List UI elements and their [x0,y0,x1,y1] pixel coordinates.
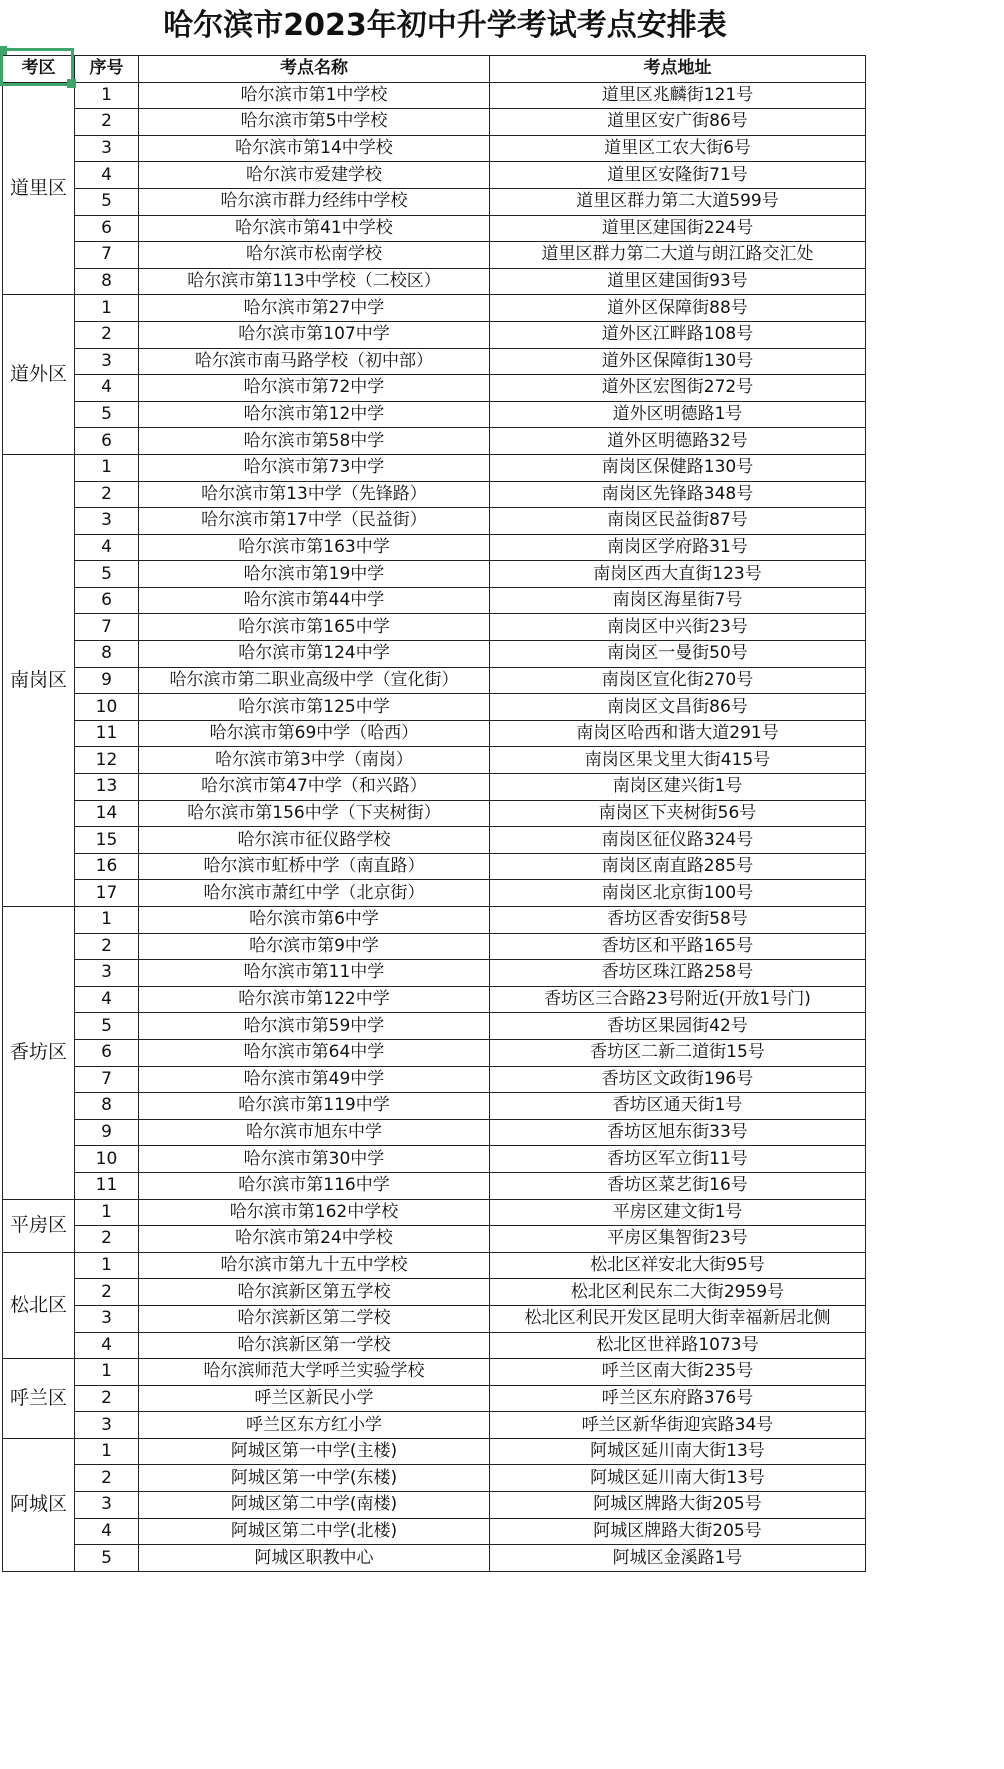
row-number-cell[interactable]: 7 [75,614,139,641]
site-name-cell[interactable]: 哈尔滨市第69中学（哈西） [139,720,490,747]
table-row [3,1172,866,1199]
site-address-cell[interactable]: 南岗区学府路31号 [490,534,866,561]
site-name-cell[interactable]: 哈尔滨市第72中学 [139,375,490,402]
site-name-cell[interactable]: 哈尔滨市第1中学校 [139,82,490,109]
site-name-cell[interactable]: 哈尔滨市第二职业高级中学（宣化街） [139,667,490,694]
table-row [3,1039,866,1066]
site-address-cell[interactable]: 香坊区香安街58号 [490,907,866,934]
table-row [3,1332,866,1359]
row-number-cell[interactable]: 3 [75,508,139,535]
row-number-cell[interactable]: 1 [75,907,139,934]
row-number-cell[interactable]: 6 [75,1039,139,1066]
site-address-cell[interactable]: 南岗区果戈里大街415号 [490,747,866,774]
row-number-cell[interactable]: 9 [75,1119,139,1146]
row-number-cell[interactable]: 5 [75,188,139,215]
row-number-cell[interactable]: 1 [75,82,139,109]
table-row [3,242,866,269]
table-row [3,508,866,535]
site-address-cell[interactable]: 阿城区牌路大街205号 [490,1518,866,1545]
table-row [3,1545,866,1572]
table-row [3,534,866,561]
row-number-cell[interactable]: 6 [75,428,139,455]
header-row [3,56,866,83]
table-row [3,1359,866,1386]
table-row [3,375,866,402]
site-name-cell[interactable]: 哈尔滨市第11中学 [139,960,490,987]
row-number-cell[interactable]: 11 [75,1172,139,1199]
site-address-cell[interactable]: 呼兰区东府路376号 [490,1385,866,1412]
header-name: 考点名称 [139,56,490,83]
table-row [3,82,866,109]
site-address-cell[interactable]: 香坊区旭东街33号 [490,1119,866,1146]
table-row [3,109,866,136]
row-number-cell[interactable]: 5 [75,561,139,588]
header-address: 考点地址 [490,56,866,83]
table-row [3,481,866,508]
site-name-cell[interactable]: 呼兰区东方红小学 [139,1412,490,1439]
row-number-cell[interactable]: 12 [75,747,139,774]
table-row [3,1412,866,1439]
site-name-cell[interactable]: 哈尔滨市第41中学校 [139,215,490,242]
row-number-cell[interactable]: 2 [75,1226,139,1253]
table-row [3,667,866,694]
site-address-cell[interactable]: 松北区利民开发区昆明大街幸福新居北侧 [490,1305,866,1332]
row-number-cell[interactable]: 15 [75,827,139,854]
site-address-cell[interactable]: 南岗区南直路285号 [490,853,866,880]
row-number-cell[interactable]: 1 [75,295,139,322]
table-row [3,933,866,960]
site-address-cell[interactable]: 呼兰区新华街迎宾路34号 [490,1412,866,1439]
table-row [3,880,866,907]
site-name-cell[interactable]: 哈尔滨市第24中学校 [139,1226,490,1253]
site-name-cell[interactable]: 哈尔滨市第107中学 [139,321,490,348]
row-number-cell[interactable]: 3 [75,1305,139,1332]
site-address-cell[interactable]: 南岗区中兴街23号 [490,614,866,641]
table-row [3,162,866,189]
site-name-cell[interactable]: 哈尔滨市第162中学校 [139,1199,490,1226]
district-cell[interactable]: 呼兰区 [3,1359,75,1439]
site-address-cell[interactable]: 阿城区延川南大街13号 [490,1465,866,1492]
exam-site-table [2,55,866,1572]
site-address-cell[interactable]: 南岗区征仪路324号 [490,827,866,854]
table-row [3,1066,866,1093]
site-name-cell[interactable]: 哈尔滨市南马路学校（初中部） [139,348,490,375]
site-address-cell[interactable]: 南岗区民益街87号 [490,508,866,535]
site-address-cell[interactable]: 香坊区菜艺街16号 [490,1172,866,1199]
district-cell[interactable]: 平房区 [3,1199,75,1252]
row-number-cell[interactable]: 8 [75,1093,139,1120]
table-row [3,853,866,880]
site-name-cell[interactable]: 哈尔滨市第165中学 [139,614,490,641]
site-name-cell[interactable]: 哈尔滨市第119中学 [139,1093,490,1120]
site-address-cell[interactable]: 道外区江畔路108号 [490,321,866,348]
table-row [3,1279,866,1306]
district-cell[interactable]: 香坊区 [3,907,75,1200]
site-address-cell[interactable]: 香坊区三合路23号附近(开放1号门) [490,986,866,1013]
site-name-cell[interactable]: 哈尔滨市第12中学 [139,401,490,428]
table-row [3,561,866,588]
site-name-cell[interactable]: 哈尔滨市第13中学（先锋路） [139,481,490,508]
row-number-cell[interactable]: 4 [75,1332,139,1359]
page-title: 哈尔滨市2023年初中升学考试考点安排表 [163,8,727,43]
site-name-cell[interactable]: 哈尔滨市第27中学 [139,295,490,322]
site-name-cell[interactable]: 哈尔滨市第5中学校 [139,109,490,136]
site-name-cell[interactable]: 哈尔滨市第58中学 [139,428,490,455]
site-name-cell[interactable]: 哈尔滨市第113中学校（二校区） [139,268,490,295]
site-address-cell[interactable]: 南岗区海星街7号 [490,587,866,614]
row-number-cell[interactable]: 10 [75,1146,139,1173]
row-number-cell[interactable]: 7 [75,242,139,269]
row-number-cell[interactable]: 2 [75,109,139,136]
row-number-cell[interactable]: 5 [75,1545,139,1572]
site-address-cell[interactable]: 南岗区宣化街270号 [490,667,866,694]
row-number-cell[interactable]: 3 [75,348,139,375]
row-number-cell[interactable]: 6 [75,215,139,242]
row-number-cell[interactable]: 8 [75,268,139,295]
row-number-cell[interactable]: 1 [75,1438,139,1465]
site-address-cell[interactable]: 南岗区文昌街86号 [490,694,866,721]
site-address-cell[interactable]: 道里区建国街224号 [490,215,866,242]
site-name-cell[interactable]: 哈尔滨市第125中学 [139,694,490,721]
table-row [3,1119,866,1146]
row-number-cell[interactable]: 4 [75,162,139,189]
site-address-cell[interactable]: 道里区兆麟街121号 [490,82,866,109]
table-row [3,1518,866,1545]
district-cell[interactable]: 松北区 [3,1252,75,1358]
site-address-cell[interactable]: 香坊区珠江路258号 [490,960,866,987]
site-name-cell[interactable]: 哈尔滨市第44中学 [139,587,490,614]
row-number-cell[interactable]: 2 [75,481,139,508]
row-number-cell[interactable]: 4 [75,1518,139,1545]
site-name-cell[interactable]: 哈尔滨市征仪路学校 [139,827,490,854]
site-address-cell[interactable]: 道外区宏图街272号 [490,375,866,402]
site-address-cell[interactable]: 松北区世祥路1073号 [490,1332,866,1359]
site-address-cell[interactable]: 南岗区先锋路348号 [490,481,866,508]
site-address-cell[interactable]: 平房区集智街23号 [490,1226,866,1253]
site-address-cell[interactable]: 道外区明德路32号 [490,428,866,455]
site-name-cell[interactable]: 哈尔滨市第九十五中学校 [139,1252,490,1279]
site-address-cell[interactable]: 平房区建文街1号 [490,1199,866,1226]
site-address-cell[interactable]: 南岗区西大直街123号 [490,561,866,588]
site-address-cell[interactable]: 道里区安隆街71号 [490,162,866,189]
table-row [3,614,866,641]
site-name-cell[interactable]: 哈尔滨师范大学呼兰实验学校 [139,1359,490,1386]
table-row [3,1438,866,1465]
table-row [3,188,866,215]
table-row [3,1252,866,1279]
table-row [3,1146,866,1173]
site-address-cell[interactable]: 南岗区建兴街1号 [490,774,866,801]
row-number-cell[interactable]: 9 [75,667,139,694]
site-address-cell[interactable]: 松北区祥安北大街95号 [490,1252,866,1279]
row-number-cell[interactable]: 4 [75,986,139,1013]
table-row [3,1465,866,1492]
site-address-cell[interactable]: 阿城区牌路大街205号 [490,1492,866,1519]
site-name-cell[interactable]: 哈尔滨新区第一学校 [139,1332,490,1359]
row-number-cell[interactable]: 3 [75,1492,139,1519]
site-name-cell[interactable]: 哈尔滨市第3中学（南岗） [139,747,490,774]
table-row [3,747,866,774]
site-name-cell[interactable]: 哈尔滨市第163中学 [139,534,490,561]
row-number-cell[interactable]: 11 [75,720,139,747]
site-name-cell[interactable]: 阿城区第二中学(北楼) [139,1518,490,1545]
site-name-cell[interactable]: 哈尔滨市爱建学校 [139,162,490,189]
row-number-cell[interactable]: 2 [75,933,139,960]
district-cell[interactable]: 南岗区 [3,454,75,906]
site-name-cell[interactable]: 哈尔滨市第17中学（民益街） [139,508,490,535]
row-number-cell[interactable]: 4 [75,534,139,561]
site-address-cell[interactable]: 南岗区哈西和谐大道291号 [490,720,866,747]
table-row [3,720,866,747]
site-name-cell[interactable]: 哈尔滨市第116中学 [139,1172,490,1199]
site-name-cell[interactable]: 哈尔滨市第14中学校 [139,135,490,162]
table-row [3,321,866,348]
table-row [3,960,866,987]
table-row [3,986,866,1013]
site-name-cell[interactable]: 哈尔滨市松南学校 [139,242,490,269]
row-number-cell[interactable]: 2 [75,321,139,348]
row-number-cell[interactable]: 1 [75,454,139,481]
site-name-cell[interactable]: 哈尔滨市第156中学（下夹树街） [139,800,490,827]
table-row [3,295,866,322]
site-name-cell[interactable]: 阿城区第二中学(南楼) [139,1492,490,1519]
row-number-cell[interactable]: 13 [75,774,139,801]
site-address-cell[interactable]: 阿城区延川南大街13号 [490,1438,866,1465]
row-number-cell[interactable]: 2 [75,1465,139,1492]
site-address-cell[interactable]: 呼兰区南大街235号 [490,1359,866,1386]
site-name-cell[interactable]: 哈尔滨市第47中学（和兴路） [139,774,490,801]
site-name-cell[interactable]: 阿城区第一中学(主楼) [139,1438,490,1465]
header-district[interactable]: 考区 [3,56,75,83]
site-name-cell[interactable]: 阿城区职教中心 [139,1545,490,1572]
table-row [3,907,866,934]
site-name-cell[interactable]: 哈尔滨市第6中学 [139,907,490,934]
site-name-cell[interactable]: 哈尔滨市第124中学 [139,641,490,668]
site-address-cell[interactable]: 道里区群力第二大道与朗江路交汇处 [490,242,866,269]
site-name-cell[interactable]: 哈尔滨新区第五学校 [139,1279,490,1306]
site-address-cell[interactable]: 松北区利民东二大街2959号 [490,1279,866,1306]
site-name-cell[interactable]: 呼兰区新民小学 [139,1385,490,1412]
row-number-cell[interactable]: 3 [75,1412,139,1439]
site-address-cell[interactable]: 香坊区通天街1号 [490,1093,866,1120]
site-name-cell[interactable]: 哈尔滨新区第二学校 [139,1305,490,1332]
site-address-cell[interactable]: 南岗区一曼街50号 [490,641,866,668]
site-name-cell[interactable]: 哈尔滨市萧红中学（北京街） [139,880,490,907]
row-number-cell[interactable]: 3 [75,960,139,987]
site-address-cell[interactable]: 南岗区保健路130号 [490,454,866,481]
table-row [3,800,866,827]
table-row [3,454,866,481]
table-row [3,268,866,295]
site-address-cell[interactable]: 香坊区文政街196号 [490,1066,866,1093]
row-number-cell[interactable]: 4 [75,375,139,402]
row-number-cell[interactable]: 6 [75,587,139,614]
table-row [3,694,866,721]
site-address-cell[interactable]: 香坊区果园街42号 [490,1013,866,1040]
site-address-cell[interactable]: 道里区工农大街6号 [490,135,866,162]
row-number-cell[interactable]: 3 [75,135,139,162]
site-address-cell[interactable]: 南岗区北京街100号 [490,880,866,907]
site-name-cell[interactable]: 哈尔滨市虹桥中学（南直路） [139,853,490,880]
row-number-cell[interactable]: 16 [75,853,139,880]
site-name-cell[interactable]: 阿城区第一中学(东楼) [139,1465,490,1492]
site-address-cell[interactable]: 南岗区下夹树街56号 [490,800,866,827]
table-row [3,827,866,854]
table-row [3,774,866,801]
row-number-cell[interactable]: 10 [75,694,139,721]
table-row [3,1226,866,1253]
site-address-cell[interactable]: 道外区保障街88号 [490,295,866,322]
site-name-cell[interactable]: 哈尔滨市群力经纬中学校 [139,188,490,215]
site-name-cell[interactable]: 哈尔滨市第30中学 [139,1146,490,1173]
site-name-cell[interactable]: 哈尔滨市第64中学 [139,1039,490,1066]
district-cell[interactable]: 道里区 [3,82,75,295]
table-row [3,428,866,455]
table-row [3,348,866,375]
row-number-cell[interactable]: 2 [75,1385,139,1412]
row-number-cell[interactable]: 14 [75,800,139,827]
site-address-cell[interactable]: 香坊区军立街11号 [490,1146,866,1173]
table-row [3,1013,866,1040]
site-address-cell[interactable]: 阿城区金溪路1号 [490,1545,866,1572]
site-name-cell[interactable]: 哈尔滨市第9中学 [139,933,490,960]
table-row [3,401,866,428]
site-address-cell[interactable]: 道里区建国街93号 [490,268,866,295]
site-name-cell[interactable]: 哈尔滨市第19中学 [139,561,490,588]
site-name-cell[interactable]: 哈尔滨市第122中学 [139,986,490,1013]
site-address-cell[interactable]: 香坊区二新二道街15号 [490,1039,866,1066]
row-number-cell[interactable]: 17 [75,880,139,907]
row-number-cell[interactable]: 1 [75,1199,139,1226]
table-row [3,1492,866,1519]
table-row [3,1385,866,1412]
site-address-cell[interactable]: 香坊区和平路165号 [490,933,866,960]
table-row [3,641,866,668]
site-name-cell[interactable]: 哈尔滨市第73中学 [139,454,490,481]
table-row [3,1199,866,1226]
table-row [3,1305,866,1332]
site-name-cell[interactable]: 哈尔滨市第49中学 [139,1066,490,1093]
row-number-cell[interactable]: 8 [75,641,139,668]
site-address-cell[interactable]: 道里区群力第二大道599号 [490,188,866,215]
district-cell[interactable]: 道外区 [3,295,75,455]
table-body [3,82,866,1571]
row-number-cell[interactable]: 1 [75,1359,139,1386]
row-number-cell[interactable]: 7 [75,1066,139,1093]
row-number-cell[interactable]: 2 [75,1279,139,1306]
site-address-cell[interactable]: 道外区明德路1号 [490,401,866,428]
district-cell[interactable]: 阿城区 [3,1438,75,1571]
header-no: 序号 [75,56,139,83]
site-address-cell[interactable]: 道里区安广街86号 [490,109,866,136]
table-row [3,135,866,162]
site-name-cell[interactable]: 哈尔滨市第59中学 [139,1013,490,1040]
site-name-cell[interactable]: 哈尔滨市旭东中学 [139,1119,490,1146]
row-number-cell[interactable]: 1 [75,1252,139,1279]
site-address-cell[interactable]: 道外区保障街130号 [490,348,866,375]
table-row [3,215,866,242]
table-row [3,1093,866,1120]
row-number-cell[interactable]: 5 [75,1013,139,1040]
table-row [3,587,866,614]
row-number-cell[interactable]: 5 [75,401,139,428]
